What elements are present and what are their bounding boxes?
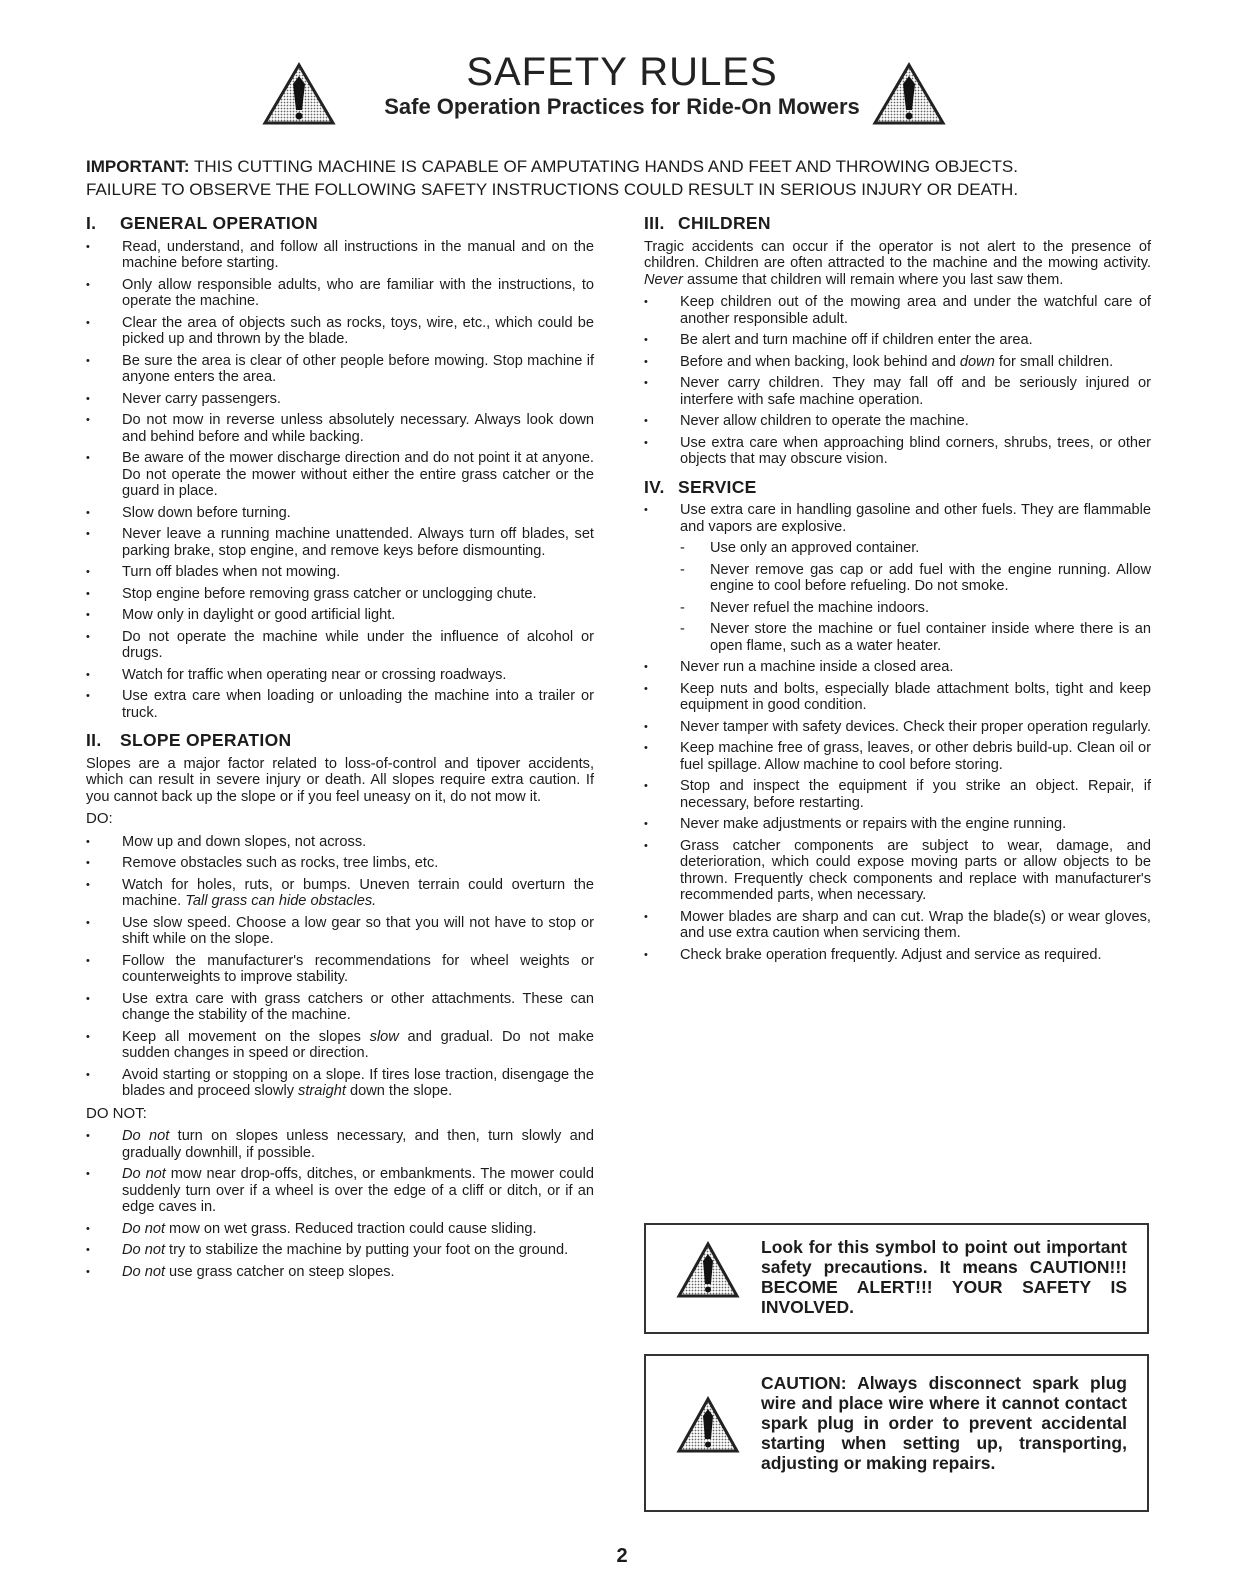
list-item: [86, 1029, 594, 1062]
item-text: Be alert and turn machine off if children enter the area.: [680, 332, 1033, 348]
slope-intro: Slopes are a major factor related to loss-of-control and tipover accidents, which can result in severe injury or death. All slopes require extra caution. If you cannot back up the slope or if you feel uneasy on it, do not mow it.: [86, 755, 594, 805]
caution-box: [644, 1354, 1149, 1512]
list-item: [86, 915, 594, 948]
list-item: [644, 332, 1151, 349]
list-item: • Use extra care when loading or unloading the machine into a trailer or truck.: [86, 688, 594, 721]
section-number: I.: [86, 213, 97, 233]
item-emphasis: Do not: [122, 1220, 165, 1237]
list-item: [644, 354, 1151, 371]
list-item: [86, 1264, 594, 1281]
item-emphasis: Do not: [122, 1242, 165, 1258]
item-text: Watch for holes, ruts, or bumps. Uneven terrain could overturn the machine.: [122, 876, 594, 909]
list-item: • Turn off blades when not mowing.: [86, 564, 594, 581]
list-item: • Clear the area of objects such as rocks, toys, wire, etc., which could be picked up and thrown by the blade.: [86, 315, 594, 348]
list-item: • Grass catcher components are subject to wear, damage, and deterioration, which could expose moving parts or allow objects to be thrown. Frequently check components and replace with manufacturer's recommended parts, when necessary.: [644, 838, 1151, 904]
section-number: II.: [86, 730, 102, 750]
list-item: [86, 1221, 594, 1238]
item-text: down the slope.: [345, 1083, 453, 1099]
list-item: • Use extra care in handling gasoline and other fuels. They are flammable and vapors are explosive.: [644, 502, 1151, 535]
list-item: [86, 1242, 594, 1259]
caution-text: CAUTION: Always disconnect spark plug wire and place wire where it cannot contact spark plug in order to prevent accidental starting when setting up, transporting, adjusting or making repairs.: [761, 1373, 1127, 1473]
list-item: • Keep machine free of grass, leaves, or other debris build-up. Clean oil or fuel spillage. Allow machine to cool before storing.: [644, 740, 1151, 773]
section-general-operation: [86, 215, 594, 232]
warning-triangle-icon: [262, 62, 336, 126]
list-item: • Stop and inspect the equipment if you strike an object. Repair, if necessary, before restarting.: [644, 778, 1151, 811]
item-text: Use slow speed. Choose a low gear so that you will not have to stop or shift while on the slope.: [122, 914, 594, 947]
section-number: III.: [644, 213, 665, 233]
list-item: • Read, understand, and follow all instructions in the manual and on the machine before starting.: [86, 239, 594, 272]
item-emphasis: down: [959, 353, 995, 370]
item-emphasis: slow: [369, 1028, 399, 1045]
list-item: • Never make adjustments or repairs with the engine running.: [644, 816, 1151, 833]
list-item: • Slow down before turning.: [86, 505, 594, 522]
do-label: DO:: [86, 810, 113, 827]
important-line-1: THIS CUTTING MACHINE IS CAPABLE OF AMPUTATING HANDS AND FEET AND THROWING OBJECTS.: [193, 157, 1018, 176]
list-item: • Be sure the area is clear of other people before mowing. Stop machine if anyone enters the area.: [86, 353, 594, 386]
item-emphasis: straight: [298, 1083, 346, 1099]
item-text: mow near drop-offs, ditches, or embankments. The mower could suddenly turn over if a wheel is over the edge of a cliff or ditch, or if an edge caves in.: [122, 1166, 594, 1215]
item-emphasis: Do not: [122, 1166, 166, 1182]
children-intro-emphasis: Never: [644, 271, 683, 288]
list-item: • Only allow responsible adults, who are familiar with the instructions, to operate the machine.: [86, 277, 594, 310]
page-subtitle: Safe Operation Practices for Ride-On Mowers: [384, 94, 860, 119]
list-item: • Never tamper with safety devices. Check their proper operation regularly.: [644, 719, 1151, 736]
list-item: [86, 877, 594, 910]
section-title: SERVICE: [678, 476, 757, 497]
list-item: [644, 435, 1151, 468]
item-text: Before and when backing, look behind and: [680, 353, 960, 370]
important-line-2: FAILURE TO OBSERVE THE FOLLOWING SAFETY INSTRUCTIONS COULD RESULT IN SERIOUS INJURY OR DEATH.: [86, 180, 1019, 199]
section-title: SLOPE OPERATION: [120, 730, 292, 750]
item-text: Remove obstacles such as rocks, tree limbs, etc.: [122, 855, 439, 871]
item-text: Keep all movement on the slopes: [122, 1028, 370, 1045]
section-title: CHILDREN: [678, 213, 771, 233]
item-text: and gradual. Do not make sudden changes in speed or direction.: [122, 1028, 594, 1061]
page-number: 2: [616, 1545, 628, 1567]
sub-list-item: - Never remove gas cap or add fuel with the engine running. Allow engine to cool before refueling. Do not smoke.: [644, 562, 1151, 595]
page-header: [0, 50, 1244, 130]
list-item: • Mow only in daylight or good artificial light.: [86, 607, 594, 624]
item-text: turn on slopes unless necessary, and then, turn slowly and gradually downhill, if possible.: [122, 1128, 594, 1161]
important-label: IMPORTANT:: [86, 157, 190, 176]
list-item: [86, 953, 594, 986]
do-not-label: DO NOT:: [86, 1104, 147, 1122]
page-title: SAFETY RULES: [466, 50, 778, 94]
section-number: IV.: [644, 476, 665, 497]
list-item: [86, 1067, 594, 1100]
service-list: [644, 502, 1151, 963]
list-item: [86, 1128, 594, 1161]
item-text: Keep children out of the mowing area and under the watchful care of another responsible adult.: [680, 294, 1151, 327]
item-text: Never carry children. They may fall off and be seriously injured or interfere with safe machine operation.: [680, 375, 1151, 408]
list-item: • Watch for traffic when operating near or crossing roadways.: [86, 667, 594, 684]
sub-list-item: - Never refuel the machine indoors.: [644, 600, 1151, 617]
symbol-notice-text: Look for this symbol to point out important safety precautions. It means CAUTION!!! BECOME ALERT!!! YOUR SAFETY IS INVOLVED.: [761, 1237, 1127, 1317]
sub-list-item: - Use only an approved container.: [644, 540, 1151, 557]
list-item: • Keep nuts and bolts, especially blade attachment bolts, tight and keep equipment in good condition.: [644, 681, 1151, 714]
list-item: • Be aware of the mower discharge direction and do not point it at anyone. Do not operate the mower without either the entire grass catcher or the guard in place.: [86, 450, 594, 500]
children-intro-text: Tragic accidents can occur if the operator is not alert to the presence of children. Children are often attracted to the machine and the mowing activity.: [644, 238, 1151, 271]
sub-list-item: - Never store the machine or fuel container inside where there is an open flame, such as a water heater.: [644, 621, 1151, 654]
item-text: Mow up and down slopes, not across.: [122, 833, 367, 850]
list-item: [86, 834, 594, 851]
important-warning: [86, 155, 1206, 201]
list-item: [644, 375, 1151, 408]
children-list: [644, 294, 1151, 468]
item-emphasis: Tall grass can hide obstacles.: [185, 893, 377, 909]
item-text: use grass catcher on steep slopes.: [165, 1263, 395, 1280]
list-item: • Check brake operation frequently. Adjust and service as required.: [644, 947, 1151, 964]
list-item: • Stop engine before removing grass catcher or unclogging chute.: [86, 586, 594, 603]
left-column: [86, 215, 594, 1285]
section-title: GENERAL OPERATION: [120, 213, 318, 233]
item-text: Follow the manufacturer's recommendations for wheel weights or counterweights to improve stability.: [122, 952, 594, 985]
slope-do-not-list: [86, 1128, 594, 1280]
item-text: try to stabilize the machine by putting your foot on the ground.: [165, 1242, 569, 1258]
slope-do-list: [86, 834, 594, 1100]
item-text: Never allow children to operate the machine.: [680, 413, 969, 429]
list-item: • Never leave a running machine unattended. Always turn off blades, set parking brake, stop engine, and remove keys before dismounting.: [86, 526, 594, 559]
list-item: • Never carry passengers.: [86, 391, 594, 408]
item-text: mow on wet grass. Reduced traction could cause sliding.: [165, 1220, 537, 1237]
list-item: [86, 991, 594, 1024]
warning-triangle-icon: [872, 62, 946, 126]
list-item: [644, 413, 1151, 430]
right-column: [644, 215, 1151, 968]
symbol-notice-box: [644, 1223, 1149, 1334]
section-service: [644, 476, 1151, 497]
list-item: [86, 855, 594, 872]
list-item: [86, 1166, 594, 1216]
list-item: [644, 294, 1151, 327]
warning-triangle-icon: [676, 1241, 740, 1304]
warning-triangle-icon: [676, 1396, 740, 1459]
section-slope-operation: [86, 732, 594, 749]
list-item: • Mower blades are sharp and can cut. Wrap the blade(s) or wear gloves, and use extra caution when servicing them.: [644, 909, 1151, 942]
children-intro-text: assume that children will remain where you last saw them.: [682, 271, 1064, 288]
item-emphasis: Do not: [122, 1263, 165, 1280]
item-text: for small children.: [994, 353, 1114, 370]
item-text: Use extra care with grass catchers or other attachments. These can change the stability of the machine.: [122, 990, 594, 1023]
list-item: • Never run a machine inside a closed area.: [644, 659, 1151, 676]
item-text: Use extra care when approaching blind corners, shrubs, trees, or other objects that may obscure vision.: [680, 434, 1151, 467]
children-intro: [644, 239, 1151, 289]
section-children: [644, 215, 1151, 232]
list-item: • Do not operate the machine while under the influence of alcohol or drugs.: [86, 629, 594, 662]
item-emphasis: Do not: [122, 1128, 170, 1144]
item-text: Avoid starting or stopping on a slope. If tires lose traction, disengage the blades and proceed slowly: [122, 1066, 594, 1099]
general-operation-list: [86, 239, 594, 722]
list-item: • Do not mow in reverse unless absolutely necessary. Always look down and behind before and while backing.: [86, 412, 594, 445]
